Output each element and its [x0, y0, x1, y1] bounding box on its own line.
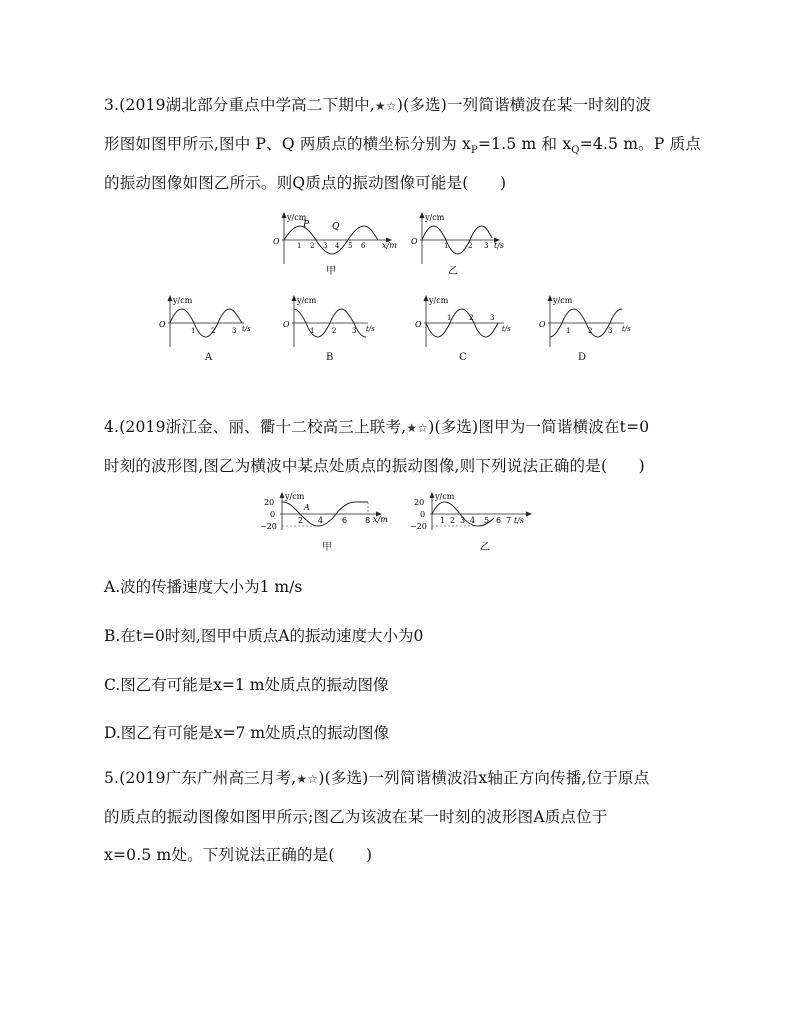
tick-label: 2: [310, 242, 315, 250]
q5-stem-start: )(多选)一列简谐横波沿x轴正方向传播,位于原点: [318, 769, 650, 787]
tick-label: 1: [444, 242, 449, 250]
tick-label: 4: [318, 516, 324, 525]
option-c-caption: C: [459, 352, 467, 363]
y-axis-label: y/cm: [297, 296, 317, 305]
tick-label: 3: [323, 242, 328, 250]
y-axis-label: y/cm: [429, 296, 449, 305]
option-a-caption: A: [205, 352, 213, 363]
t-axis-arrow: [526, 512, 532, 517]
tick-label: 2: [211, 327, 216, 335]
tick-label: 8: [365, 516, 371, 525]
tick-label: 3: [484, 242, 489, 250]
q4-source: 4.(2019浙江金、丽、衢十二校高三上联考,: [104, 418, 407, 436]
tick-label: 2: [450, 516, 456, 525]
tick-label: 2: [298, 516, 304, 525]
option-d-caption: D: [578, 352, 587, 363]
y-axis-arrow: [168, 295, 173, 301]
origin-label: O: [283, 320, 290, 329]
y-axis-arrow: [282, 212, 287, 218]
y-tick-20: 20: [264, 498, 275, 507]
tick-label: 1: [297, 242, 302, 250]
y-axis-label: y/cm: [173, 296, 193, 305]
y-tick-minus20: −20: [260, 522, 277, 531]
t-axis-label: t/s: [366, 325, 375, 333]
tick-label: 3: [608, 327, 613, 335]
y-axis-label: y/cm: [425, 213, 445, 222]
tick-label: 3: [490, 314, 495, 322]
x-axis-label: x/m: [382, 241, 397, 250]
q4-line1: [104, 415, 649, 437]
figure-caption-yi: 乙: [480, 542, 490, 553]
q5-line2-text: 的质点的振动图像如图甲所示;图乙为该波在某一时刻的波形图A质点位于: [104, 808, 608, 826]
point-q-label: Q: [332, 222, 340, 232]
q4-line2-text: 时刻的波形图,图乙为横波中某点处质点的振动图像,则下列说法正确的是( ): [104, 457, 645, 475]
y-axis-arrow: [548, 295, 553, 301]
tick-label: 5: [348, 242, 353, 250]
q5-line3: [104, 843, 372, 865]
q3-option-d-graph: [536, 293, 636, 351]
y-axis-arrow: [292, 295, 297, 301]
y-axis-label: y/cm: [285, 492, 305, 501]
tick-label: 5: [484, 516, 490, 525]
q5-line2: [104, 805, 608, 827]
figure-caption-jia: 甲: [322, 542, 332, 553]
y-axis-arrow: [430, 492, 435, 498]
tick-label: 2: [469, 314, 474, 322]
y-axis-arrow: [424, 295, 429, 301]
t-axis-label: t/s: [494, 241, 504, 250]
y-tick-0: 0: [270, 510, 276, 519]
tick-label: 7: [506, 516, 512, 525]
q3-line2-part3: =4.5 m。P 质点: [579, 135, 702, 153]
q3-line3-text: 的振动图像如图乙所示。则Q质点的振动图像可能是( ): [104, 174, 507, 192]
t-axis-label: t/s: [502, 325, 511, 333]
origin-label: O: [159, 320, 166, 329]
difficulty-star-icon: ★☆: [296, 772, 319, 786]
point-a-label: A: [304, 503, 310, 512]
origin-label: O: [273, 237, 280, 246]
y-axis-label: y/cm: [287, 213, 307, 222]
q3-line2-part2: =1.5 m 和 x: [477, 135, 572, 153]
y-tick-minus20: −20: [410, 522, 427, 531]
q5-line1: [104, 766, 649, 788]
tick-label: 2: [588, 327, 593, 335]
y-axis-arrow: [420, 212, 425, 218]
q4-choice-d: D.图乙有可能是x=7 m处质点的振动图像: [104, 724, 390, 742]
q3-sub-p: P: [471, 145, 478, 157]
q3-line2-part1: 形图如图甲所示,图中 P、Q 两质点的横坐标分别为 x: [104, 135, 471, 153]
option-b-caption: B: [326, 352, 334, 363]
tick-label: 6: [496, 516, 502, 525]
origin-label: O: [411, 237, 418, 246]
y-tick-0: 0: [420, 510, 426, 519]
tick-label: 3: [460, 516, 466, 525]
q3-option-c-graph: [412, 293, 518, 351]
q4-choice-c: C.图乙有可能是x=1 m处质点的振动图像: [104, 676, 389, 694]
y-axis-arrow: [280, 492, 285, 498]
y-tick-20: 20: [414, 498, 425, 507]
tick-label: 1: [566, 327, 571, 335]
point-p-label: P: [303, 220, 310, 230]
q3-line1: [104, 93, 651, 115]
q4-choice-b: B.在t=0时刻,图甲中质点A的振动速度大小为0: [104, 627, 424, 645]
t-axis-label: t/s: [514, 516, 525, 525]
q3-source: 3.(2019湖北部分重点中学高二下期中,: [104, 96, 375, 114]
q5-line3-text: x=0.5 m处。下列说法正确的是( ): [104, 846, 373, 864]
tick-label: 1: [191, 327, 196, 335]
tick-label: 3: [232, 327, 237, 335]
tick-label: 4: [335, 242, 340, 250]
q3-line3: [104, 171, 506, 193]
t-axis-label: t/s: [622, 325, 631, 333]
tick-label: 1: [447, 314, 452, 322]
q3-stem-start: )(多选)一列简谐横波在某一时刻的波: [396, 96, 652, 114]
q4-choice-a: A.波的传播速度大小为1 m/s: [104, 578, 303, 596]
tick-label: 3: [352, 327, 357, 335]
origin-label: O: [415, 320, 422, 329]
tick-label: 2: [332, 327, 337, 335]
q4-figure-yi: [408, 490, 538, 552]
difficulty-star-icon: ★☆: [374, 99, 397, 113]
figure-caption-yi: 乙: [448, 266, 458, 277]
q3-figure-yi: [408, 208, 504, 270]
tick-label: 1: [310, 327, 315, 335]
q3-option-b-graph: [280, 293, 380, 351]
q4-stem-start: )(多选)图甲为一简谐横波在t=0: [428, 418, 650, 436]
tick-label: 6: [342, 516, 348, 525]
q3-sub-q: Q: [571, 145, 580, 157]
q3-option-a-graph: [156, 293, 256, 351]
q5-source: 5.(2019广东广州高三月考,: [104, 769, 297, 787]
tick-label: 4: [470, 516, 476, 525]
q3-figure-jia: [268, 208, 398, 270]
t-axis-label: t/s: [242, 325, 251, 333]
y-axis-label: y/cm: [553, 296, 573, 305]
y-axis-label: y/cm: [435, 492, 455, 501]
x-axis-label: x/m: [373, 515, 388, 524]
tick-label: 1: [440, 516, 446, 525]
tick-label: 2: [468, 242, 473, 250]
figure-caption-jia: 甲: [326, 266, 336, 277]
tick-label: 6: [361, 242, 366, 250]
origin-label: O: [539, 320, 546, 329]
q3-line2: [104, 132, 701, 156]
difficulty-star-icon: ★☆: [406, 421, 429, 435]
q4-line2: [104, 454, 645, 476]
